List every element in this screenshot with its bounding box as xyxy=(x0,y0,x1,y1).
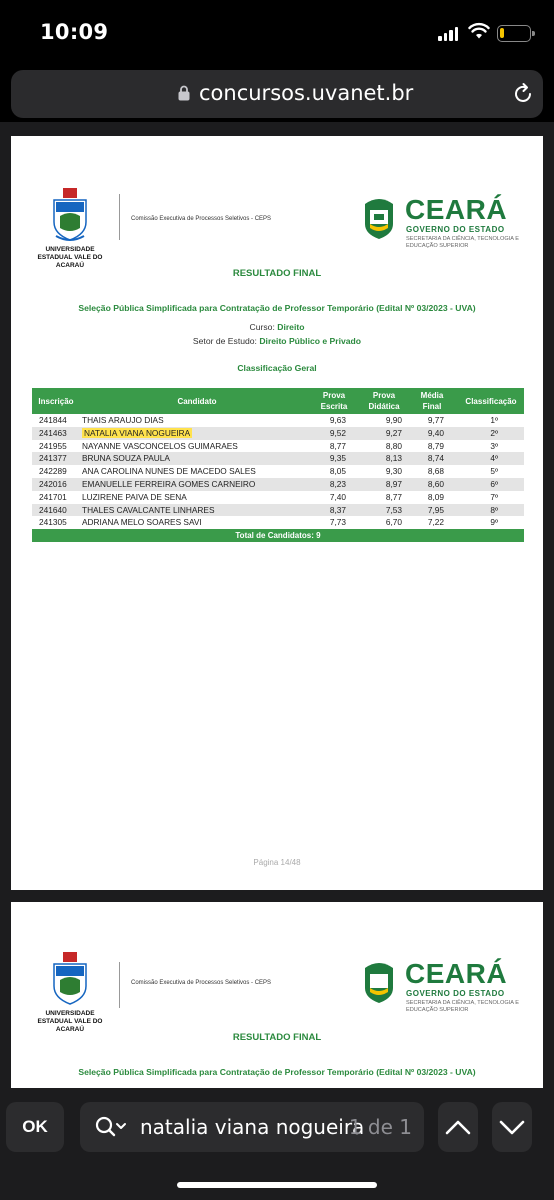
cell-classificacao: 5º xyxy=(490,466,498,477)
cell-inscricao: 241377 xyxy=(39,453,67,464)
cell-candidato: NATALIA VIANA NOGUEIRA xyxy=(84,427,191,438)
selection-title: Seleção Pública Simplificada para Contratação de Professor Temporário (Edital Nº 03/2023 - UVA) xyxy=(78,1067,476,1077)
cell-prova-didatica: 8,77 xyxy=(385,491,402,502)
status-bar xyxy=(0,0,554,64)
find-in-page-bar xyxy=(0,1088,554,1200)
cell-candidato: BRUNA SOUZA PAULA xyxy=(82,453,170,464)
cell-classificacao: 2º xyxy=(490,427,498,438)
cell-inscricao: 241640 xyxy=(39,504,67,515)
cell-classificacao: 7º xyxy=(490,491,498,502)
state-gov: GOVERNO DO ESTADO xyxy=(406,989,505,998)
course-line xyxy=(11,322,543,332)
header-divider xyxy=(119,962,120,1008)
cell-prova-didatica: 6,70 xyxy=(385,517,402,528)
table-row xyxy=(32,452,524,465)
uva-crest-icon xyxy=(52,952,88,1010)
sector-value: Direito Público e Privado xyxy=(259,336,362,346)
results-table xyxy=(32,388,524,542)
table-row xyxy=(32,478,524,491)
header-prova-didatica: Prova Didática xyxy=(368,391,400,411)
cell-candidato: NAYANNE VASCONCELOS GUIMARAES xyxy=(82,440,238,451)
university-logo xyxy=(34,952,106,1034)
cell-media-final: 8,68 xyxy=(427,466,444,477)
table-row xyxy=(32,465,524,478)
ceara-logo xyxy=(361,958,531,1022)
cell-media-final: 7,95 xyxy=(427,504,444,515)
course-label: Curso: xyxy=(249,322,275,332)
state-name: CEARÁ xyxy=(405,958,508,989)
cell-prova-escrita: 9,35 xyxy=(329,453,346,464)
university-logo xyxy=(34,188,106,270)
table-row xyxy=(32,414,524,427)
pdf-page xyxy=(11,136,543,890)
cell-classificacao: 9º xyxy=(490,517,498,528)
cell-prova-escrita: 8,77 xyxy=(329,440,346,451)
ceps-label: Comissão Executiva de Processos Seletivos - CEPS xyxy=(131,980,272,986)
state-name: CEARÁ xyxy=(405,194,508,225)
table-footer-total: Total de Candidatos: 9 xyxy=(32,529,524,542)
cell-media-final: 9,77 xyxy=(427,415,444,425)
cell-inscricao: 241701 xyxy=(39,491,67,502)
document-title: RESULTADO FINAL xyxy=(232,1032,322,1043)
ceara-logo xyxy=(361,194,531,258)
sector-line xyxy=(11,336,543,346)
address-bar[interactable] xyxy=(11,70,543,118)
cell-prova-escrita: 7,40 xyxy=(329,491,346,502)
cell-media-final: 8,79 xyxy=(427,440,444,451)
cell-prova-escrita: 8,05 xyxy=(329,466,346,477)
cell-media-final: 8,74 xyxy=(427,453,444,464)
ceps-label: Comissão Executiva de Processos Seletivos - CEPS xyxy=(131,216,272,222)
home-indicator[interactable] xyxy=(177,1182,377,1188)
reload-icon[interactable] xyxy=(511,82,535,106)
find-query[interactable]: natalia viana nogueira xyxy=(140,1115,365,1139)
cell-prova-escrita: 8,23 xyxy=(329,478,346,489)
search-options-icon[interactable] xyxy=(94,1115,128,1139)
cell-prova-didatica: 8,13 xyxy=(385,453,402,464)
ok-button[interactable]: OK xyxy=(6,1102,64,1152)
uva-crest-icon xyxy=(52,188,88,246)
cell-prova-didatica: 9,27 xyxy=(385,427,402,438)
lock-icon xyxy=(178,85,190,101)
classification-title: Classificação Geral xyxy=(237,363,317,373)
battery-icon xyxy=(497,25,531,42)
cell-inscricao: 241463 xyxy=(39,427,67,438)
cell-candidato: LUZIRENE PAIVA DE SENA xyxy=(82,491,187,502)
sector-label: Setor de Estudo: xyxy=(192,336,257,346)
cell-prova-didatica: 8,80 xyxy=(385,440,402,451)
cell-candidato: THAIS ARAUJO DIAS xyxy=(82,415,164,425)
cell-prova-escrita: 8,37 xyxy=(329,504,346,515)
cell-inscricao: 242289 xyxy=(39,466,67,477)
status-time: 10:09 xyxy=(40,20,109,44)
ceara-seal-icon xyxy=(361,960,397,1004)
university-name: UNIVERSIDADE ESTADUAL VALE DO ACARAÚ xyxy=(37,246,103,269)
cell-prova-escrita: 9,52 xyxy=(329,427,346,438)
cell-media-final: 7,22 xyxy=(427,517,444,528)
cellular-signal-icon xyxy=(438,27,458,41)
next-match-button[interactable] xyxy=(492,1102,532,1152)
table-row xyxy=(32,440,524,453)
header-media-final: Média Final xyxy=(420,391,444,411)
chevron-down-icon xyxy=(492,1102,532,1152)
cell-inscricao: 241955 xyxy=(39,440,67,451)
table-row xyxy=(32,491,524,504)
cell-prova-escrita: 7,73 xyxy=(329,517,346,528)
state-gov: GOVERNO DO ESTADO xyxy=(406,225,505,234)
cell-media-final: 8,09 xyxy=(427,491,444,502)
cell-classificacao: 3º xyxy=(490,440,498,451)
header-prova-escrita: Prova Escrita xyxy=(320,391,348,411)
find-search-field[interactable] xyxy=(80,1102,424,1152)
cell-prova-escrita: 9,63 xyxy=(329,415,346,425)
cell-prova-didatica: 9,90 xyxy=(385,415,402,425)
table-row xyxy=(32,427,524,440)
cell-media-final: 8,60 xyxy=(427,478,444,489)
wifi-icon xyxy=(468,22,490,40)
header-divider xyxy=(119,194,120,240)
find-match-count: 1 de 1 xyxy=(348,1115,412,1139)
cell-candidato: EMANUELLE FERREIRA GOMES CARNEIRO xyxy=(82,478,256,489)
header-candidato: Candidato xyxy=(177,397,217,406)
document-title: RESULTADO FINAL xyxy=(232,268,322,279)
cell-classificacao: 6º xyxy=(490,478,498,489)
course-value: Direito xyxy=(277,322,305,332)
pdf-page-next xyxy=(11,902,543,1088)
cell-candidato: ADRIANA MELO SOARES SAVI xyxy=(82,517,202,528)
cell-classificacao: 1º xyxy=(490,415,498,425)
cell-inscricao: 241844 xyxy=(39,415,67,425)
header-classificacao: Classificação xyxy=(465,397,517,406)
table-row xyxy=(32,516,524,529)
cell-classificacao: 8º xyxy=(490,504,498,515)
cell-inscricao: 241305 xyxy=(39,517,67,528)
cell-classificacao: 4º xyxy=(490,453,498,464)
state-secretariat: SECRETARIA DA CIÊNCIA, TECNOLOGIA E EDUCAÇÃO SUPERIOR xyxy=(406,236,519,249)
cell-prova-didatica: 9,30 xyxy=(385,466,402,477)
cell-prova-didatica: 8,97 xyxy=(385,478,402,489)
document-viewer[interactable] xyxy=(0,122,554,1088)
url-text[interactable]: concursos.uvanet.br xyxy=(199,81,414,105)
previous-match-button[interactable] xyxy=(438,1102,478,1152)
cell-candidato: THALES CAVALCANTE LINHARES xyxy=(82,504,215,515)
state-secretariat: SECRETARIA DA CIÊNCIA, TECNOLOGIA E EDUCAÇÃO SUPERIOR xyxy=(406,1000,519,1013)
cell-media-final: 9,40 xyxy=(427,427,444,438)
table-row xyxy=(32,504,524,517)
chevron-up-icon xyxy=(438,1102,478,1152)
page-number: Página 14/48 xyxy=(253,858,301,867)
selection-title: Seleção Pública Simplificada para Contratação de Professor Temporário (Edital Nº 03/2023 - UVA) xyxy=(78,303,476,313)
table-header xyxy=(32,388,524,414)
cell-candidato: ANA CAROLINA NUNES DE MACEDO SALES xyxy=(82,466,256,477)
ceara-seal-icon xyxy=(361,196,397,240)
cell-prova-didatica: 7,53 xyxy=(385,504,402,515)
university-name: UNIVERSIDADE ESTADUAL VALE DO ACARAÚ xyxy=(37,1010,103,1033)
header-inscricao: Inscrição xyxy=(38,397,74,406)
cell-inscricao: 242016 xyxy=(39,478,67,489)
